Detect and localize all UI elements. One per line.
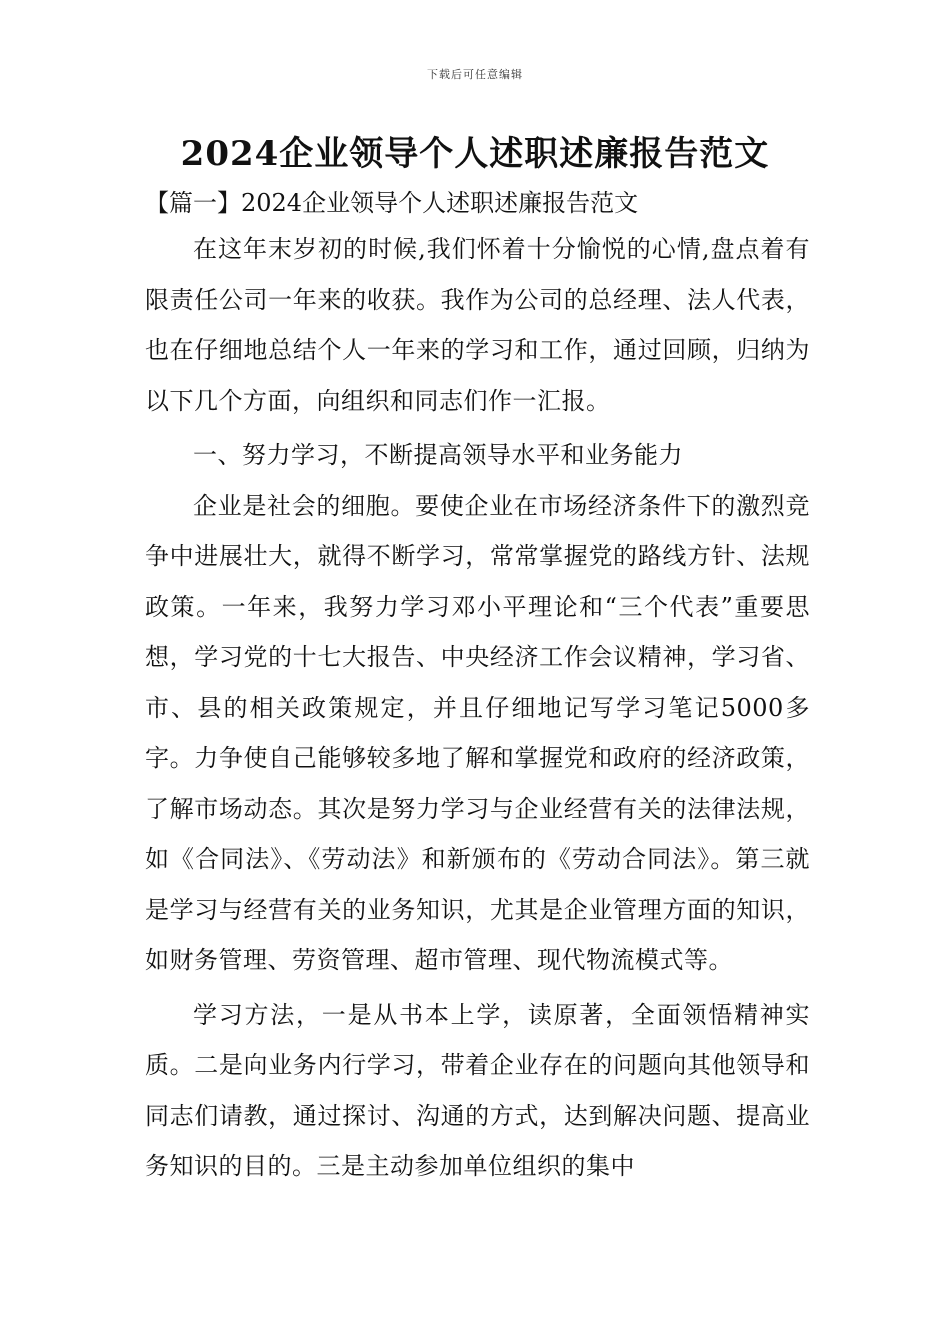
paragraph-methods: 学习方法，一是从书本上学，读原著，全面领悟精神实质。二是向业务内行学习，带着企业存在的问题向其他领导和同志们请教，通过探讨、沟通的方式，达到解决问题、提高业务知识的目的。三是主动参加单位组织的集中 (145, 1000, 810, 1180)
document-title: 2024企业领导个人述职述廉报告范文 (180, 134, 770, 174)
document-body (145, 224, 810, 1196)
paragraph-subheading: 一、努力学习，不断提高领导水平和业务能力 (193, 441, 683, 469)
section-heading: 【篇一】2024企业领导个人述职述廉报告范文 (145, 189, 639, 217)
paragraph-study: 企业是社会的细胞。要使企业在市场经济条件下的激烈竞争中进展壮大，就得不断学习，常常掌握党的路线方针、法规政策。一年来，我努力学习邓小平理论和“三个代表”重要思想，学习党的十七大报告、中央经济工作会议精神，学习省、市、县的相关政策规定，并且仔细地记写学习笔记5000多字。力争使自己能够较多地了解和掌握党和政府的经济政策，了解市场动态。其次是努力学习与企业经营有关的法律法规，如《合同法》、《劳动法》和新颁布的《劳动合同法》。第三就是学习与经营有关的业务知识，尤其是企业管理方面的知识，如财务管理、劳资管理、超市管理、现代物流模式等。 (145, 491, 810, 974)
header-note: 下载后可任意编辑 (427, 68, 523, 81)
paragraph-intro: 在这年末岁初的时候,我们怀着十分愉悦的心情,盘点着有限责任公司一年来的收获。我作为公司的总经理、法人代表，也在仔细地总结个人一年来的学习和工作，通过回顾，归纳为以下几个方面，向组织和同志们作一汇报。 (145, 235, 810, 415)
